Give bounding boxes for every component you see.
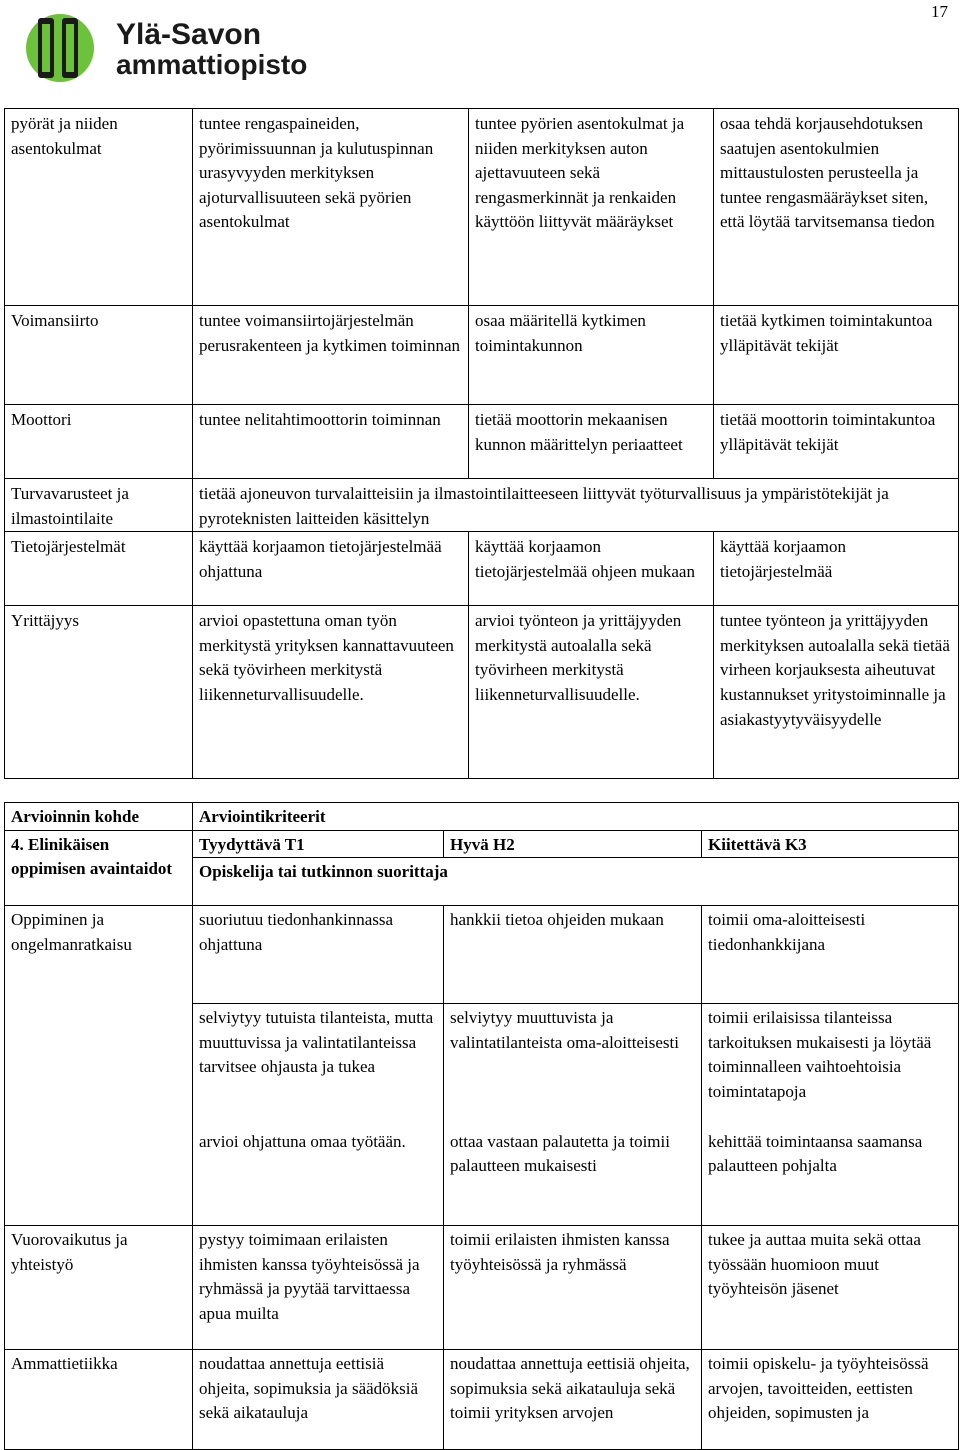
cell-t1: arvioi opastettuna oman työn merkitystä yrityksen kannattavuuteen sekä työvirheen merkitystä liikenneturvallisuudelle. xyxy=(193,606,469,779)
header-target: Arvioinnin kohde xyxy=(5,803,193,831)
row-topic: Tietojärjestelmät xyxy=(5,532,193,606)
criteria-table-vehicle xyxy=(4,108,959,779)
table-header-row xyxy=(5,803,959,831)
cell-k3: osaa tehdä korjausehdotuksen saatujen asentokulmien mittaustulosten perusteella ja tuntee rengasmääräykset siten, että löytää tarvitsemansa tiedon xyxy=(714,109,959,306)
cell-t1: arvioi ohjattuna omaa työtään. xyxy=(193,1128,444,1226)
cell-k3: tietää kytkimen toimintakuntoa ylläpitävät tekijät xyxy=(714,306,959,405)
row-topic xyxy=(5,1128,193,1226)
cell-t1: noudattaa annettuja eettisiä ohjeita, sopimuksia ja säädöksiä sekä aikatauluja xyxy=(193,1350,444,1450)
cell-h2: toimii erilaisten ihmisten kanssa työyhteisössä ja ryhmässä xyxy=(444,1226,702,1350)
row-topic: Turvavarusteet ja ilmastointilaite xyxy=(5,479,193,532)
row-topic: Voimansiirto xyxy=(5,306,193,405)
cell-t1: pystyy toimimaan erilaisten ihmisten kanssa työyhteisössä ja ryhmässä ja pyytää tarvittaessa apua muilta xyxy=(193,1226,444,1350)
table-row xyxy=(5,405,959,479)
cell-k3: kehittää toimintaansa saamansa palautteen pohjalta xyxy=(702,1128,959,1226)
page-number: 17 xyxy=(931,2,948,21)
cell-h2: arvioi työnteon ja yrittäjyyden merkitystä autoalalla sekä työvirheen merkitystä liikenneturvallisuudelle. xyxy=(469,606,714,779)
cell-span: tietää ajoneuvon turvalaitteisiin ja ilmastointilaitteeseen liittyvät työturvallisuus ja ympäristötekijät ja pyroteknisten laitteiden käsittelyn xyxy=(193,479,959,532)
table-row xyxy=(5,306,959,405)
row-topic: Moottori xyxy=(5,405,193,479)
cell-h2: käyttää korjaamon tietojärjestelmää ohjeen mukaan xyxy=(469,532,714,606)
table-header-row xyxy=(5,830,959,858)
cell-h2: selviytyy muuttuvista ja valintatilanteista oma-aloitteisesti xyxy=(444,1004,702,1128)
logo-line2: ammattiopisto xyxy=(116,49,308,80)
table-row xyxy=(5,109,959,306)
table-row xyxy=(5,479,959,532)
cell-t1: suoriutuu tiedonhankinnassa ohjattuna xyxy=(193,906,444,1004)
cell-t1: selviytyy tutuista tilanteista, mutta muuttuvissa ja valintatilanteissa tarvitsee ohjausta ja tukea xyxy=(193,1004,444,1128)
level-t1: Tyydyttävä T1 xyxy=(193,830,444,858)
cell-h2: tietää moottorin mekaanisen kunnon määrittelyn periaatteet xyxy=(469,405,714,479)
table-row xyxy=(5,606,959,779)
cell-h2: osaa määritellä kytkimen toimintakunnon xyxy=(469,306,714,405)
row-topic: Yrittäjyys xyxy=(5,606,193,779)
cell-k3: tuntee työnteon ja yrittäjyyden merkityksen autoalalla sekä tietää virheen korjauksesta aiheutuvat kustannukset yritystoiminnalle ja asiakastyytyväisyydelle xyxy=(714,606,959,779)
cell-h2: noudattaa annettuja eettisiä ohjeita, sopimuksia sekä aikatauluja sekä toimii yrityksen arvojen xyxy=(444,1350,702,1450)
subject-line: Opiskelija tai tutkinnon suorittaja xyxy=(193,858,959,906)
cell-k3: toimii erilaisissa tilanteissa tarkoituksen mukaisesti ja löytää toiminnalleen vaihtoehtoisia toimintatapoja xyxy=(702,1004,959,1128)
cell-k3: toimii opiskelu- ja työyhteisössä arvojen, tavoitteiden, eettisten ohjeiden, sopimusten ja xyxy=(702,1350,959,1450)
cell-t1: tuntee voimansiirtojärjestelmän perusrakenteen ja kytkimen toiminnan xyxy=(193,306,469,405)
level-h2: Hyvä H2 xyxy=(444,830,702,858)
table-row xyxy=(5,1350,959,1450)
row-topic: Oppiminen ja ongelmanratkaisu xyxy=(5,906,193,1004)
cell-t1: tuntee nelitahtimoottorin toiminnan xyxy=(193,405,469,479)
table-row xyxy=(5,1128,959,1226)
cell-h2: hankkii tietoa ohjeiden mukaan xyxy=(444,906,702,1004)
cell-h2: tuntee pyörien asentokulmat ja niiden merkityksen auton ajettavuuteen sekä rengasmerkinnät ja renkaiden käyttöön liittyvät määräykset xyxy=(469,109,714,306)
logo xyxy=(24,8,324,88)
row-topic: pyörät ja niiden asentokulmat xyxy=(5,109,193,306)
cell-h2: ottaa vastaan palautetta ja toimii palautteen mukaisesti xyxy=(444,1128,702,1226)
row-topic: Ammattietiikka xyxy=(5,1350,193,1450)
cell-k3: tietää moottorin toimintakuntoa ylläpitävät tekijät xyxy=(714,405,959,479)
level-k3: Kiitettävä K3 xyxy=(702,830,959,858)
cell-k3: tukee ja auttaa muita sekä ottaa työssään huomioon muut työyhteisön jäsenet xyxy=(702,1226,959,1350)
cell-k3: toimii oma-aloitteisesti tiedonhankkijana xyxy=(702,906,959,1004)
criteria-table-lifelong-learning xyxy=(4,802,959,1450)
logo-mark-icon xyxy=(26,14,94,82)
table-row xyxy=(5,1004,959,1128)
cell-t1: tuntee rengaspaineiden, pyörimissuunnan ja kulutuspinnan urasyvyyden merkityksen ajoturvallisuuteen sekä pyörien asentokulmat xyxy=(193,109,469,306)
cell-t1: käyttää korjaamon tietojärjestelmää ohjattuna xyxy=(193,532,469,606)
table-row xyxy=(5,1226,959,1350)
row-topic xyxy=(5,1004,193,1128)
logo-line1: Ylä-Savon xyxy=(116,18,262,51)
table-row xyxy=(5,906,959,1004)
table-row xyxy=(5,532,959,606)
row-topic: Vuorovaikutus ja yhteistyö xyxy=(5,1226,193,1350)
header-criteria: Arviointikriteerit xyxy=(193,803,959,831)
section-title: 4. Elinikäisen oppimisen avaintaidot xyxy=(5,830,193,906)
cell-k3: käyttää korjaamon tietojärjestelmää xyxy=(714,532,959,606)
